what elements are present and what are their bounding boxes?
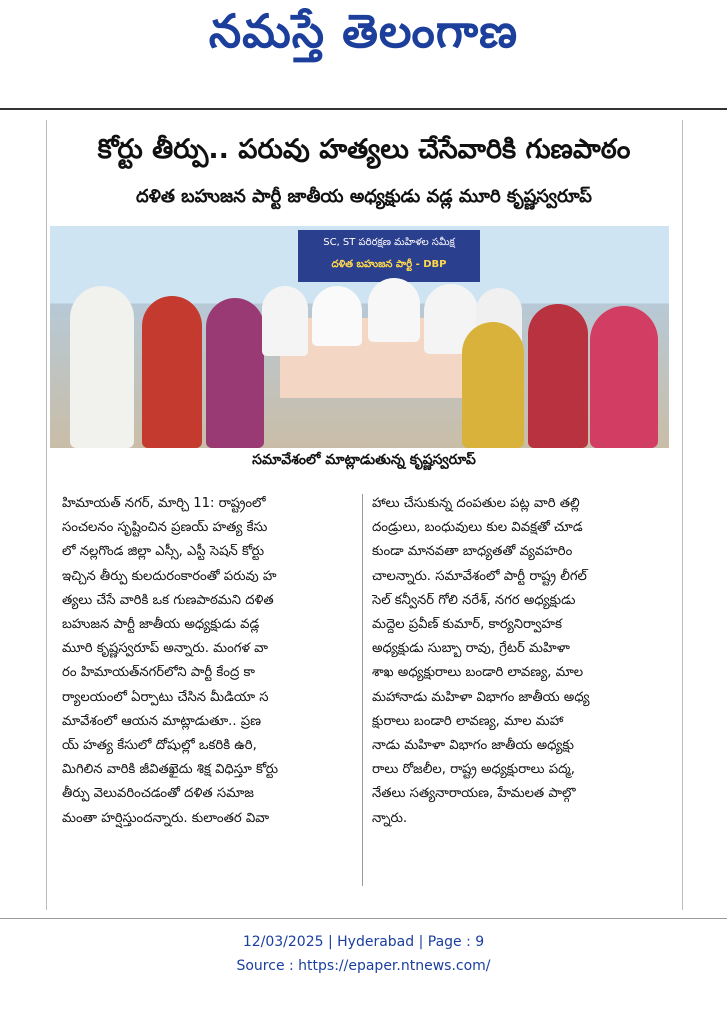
person-figure bbox=[262, 286, 308, 356]
text-line: బహుజన పార్టీ జాతీయ అధ్యక్షుడు వడ్ల bbox=[62, 617, 260, 633]
text-line: నేతలు సత్యనారాయణ, హేమలత పాల్గొ bbox=[372, 786, 576, 802]
text-line: రం హిమాయత్‌నగర్‌లోని పార్టీ కేంద్ర కా bbox=[62, 665, 255, 681]
text-line: సంచలనం సృష్టించిన ప్రణయ్ హత్య కేసు bbox=[62, 520, 268, 536]
text-line: య్ హత్య కేసులో దోషుల్లో ఒకరికి ఉరి, bbox=[62, 738, 257, 754]
person-figure bbox=[462, 322, 524, 448]
text-line: ఇచ్చిన తీర్పు కులదురంకారంతో పరువు హ bbox=[62, 568, 277, 584]
text-line: లో నల్లగొండ జిల్లా ఎస్సీ, ఎస్టీ సెషన్ కోర్టు bbox=[62, 544, 265, 560]
photo-banner-line1: SC, ST పరిరక్షణ మహిళల సమీక్ష bbox=[323, 237, 455, 248]
text-line: మూరి కృష్ణస్వరూప్ అన్నారు. మంగళ వా bbox=[62, 641, 268, 657]
text-line: మంతా హర్షిస్తుందన్నారు. కులాంతర వివా bbox=[62, 810, 270, 826]
text-line: మద్దెల ప్రవీణ్ కుమార్, కార్యనిర్వాహక bbox=[372, 617, 563, 633]
headline: కోర్టు తీర్పు.. పరువు హత్యలు చేసేవారికి గుణపాఠం bbox=[97, 134, 631, 165]
text-line: త్యలు చేసే వారికి ఒక గుణపాఠమని దళిత bbox=[62, 592, 274, 608]
text-line: అధ్యక్షుడు సుబ్బా రావు, గ్రేటర్ మహిళా bbox=[372, 641, 570, 657]
text-line: న్నారు. bbox=[372, 810, 408, 826]
text-line: రాలు రోజలీల, రాష్ట్ర అధ్యక్షురాలు పద్మ, bbox=[372, 762, 575, 778]
footer-date-line: 12/03/2025 | Hyderabad | Page : 9 bbox=[242, 934, 485, 950]
text-line: కుండా మానవతా బాధ్యతతో వ్యవహరిం bbox=[372, 544, 573, 560]
article-column-1 bbox=[62, 492, 354, 831]
text-line: మిగిలిన వారికి జీవితఖైదు శిక్ష విధిస్తూ కోర్టు bbox=[62, 762, 279, 778]
subheadline: దళిత బహుజన పార్టీ జాతీయ అధ్యక్షుడు వడ్ల మూరి కృష్ణస్వరూప్ bbox=[136, 186, 592, 207]
masthead bbox=[0, 0, 727, 80]
person-figure bbox=[368, 278, 420, 342]
person-figure bbox=[590, 306, 658, 448]
person-figure bbox=[528, 304, 588, 448]
text-line: మహానాడు మహిళా విభాగం జాతీయ అధ్య bbox=[372, 689, 590, 705]
photo-banner-line2: దళిత బహుజన పార్టీ - DBP bbox=[331, 259, 447, 270]
text-line: హాలు చేసుకున్న దంపతుల పట్ల వారి తల్లి bbox=[372, 496, 580, 511]
column-divider bbox=[362, 494, 363, 886]
person-figure bbox=[206, 298, 264, 448]
text-line: సెల్ కన్వీనర్ గోలి నరేశ్, నగర అధ్యక్షుడు bbox=[372, 592, 576, 608]
text-line: మావేశంలో ఆయన మాట్లాడుతూ.. ప్రణ bbox=[62, 713, 262, 729]
frame-line-right bbox=[682, 120, 683, 910]
article-column-2 bbox=[372, 492, 672, 831]
text-line: క్షురాలు బండారి లావణ్య, మాల మహా bbox=[372, 713, 564, 729]
text-line: తీర్పు వెలువరించడంతో దళిత సమాజ bbox=[62, 786, 254, 802]
text-line: దండ్రులు, బంధువులు కుల వివక్షతో చూడ bbox=[372, 520, 583, 536]
footer-source-line: Source : https://epaper.ntnews.com/ bbox=[236, 958, 491, 974]
text-line: శాఖ అధ్యక్షురాలు బండారి లావణ్య, మాల bbox=[372, 665, 584, 681]
person-figure bbox=[70, 286, 134, 448]
news-photo bbox=[50, 226, 669, 448]
frame-line-left bbox=[46, 120, 47, 910]
text-line: ర్యాలయంలో ఏర్పాటు చేసిన మీడియా స bbox=[62, 689, 269, 705]
person-figure bbox=[312, 286, 362, 346]
photo-caption: సమావేశంలో మాట్లాడుతున్న కృష్ణస్వరూప్ bbox=[252, 452, 476, 468]
text-line: హిమాయత్ నగర్, మార్చి 11: రాష్ట్రంలో bbox=[62, 496, 266, 511]
person-figure bbox=[142, 296, 202, 448]
text-line: చాలన్నారు. సమావేశంలో పార్టీ రాష్ట్ర లీగల్ bbox=[372, 568, 587, 584]
masthead-title: నమస్తే తెలంగాణ bbox=[208, 4, 519, 58]
text-line: నాడు మహిళా విభాగం జాతీయ అధ్యక్షు bbox=[372, 738, 574, 754]
top-rule bbox=[0, 108, 727, 110]
photo-banner bbox=[298, 230, 480, 282]
bottom-rule bbox=[0, 918, 727, 919]
